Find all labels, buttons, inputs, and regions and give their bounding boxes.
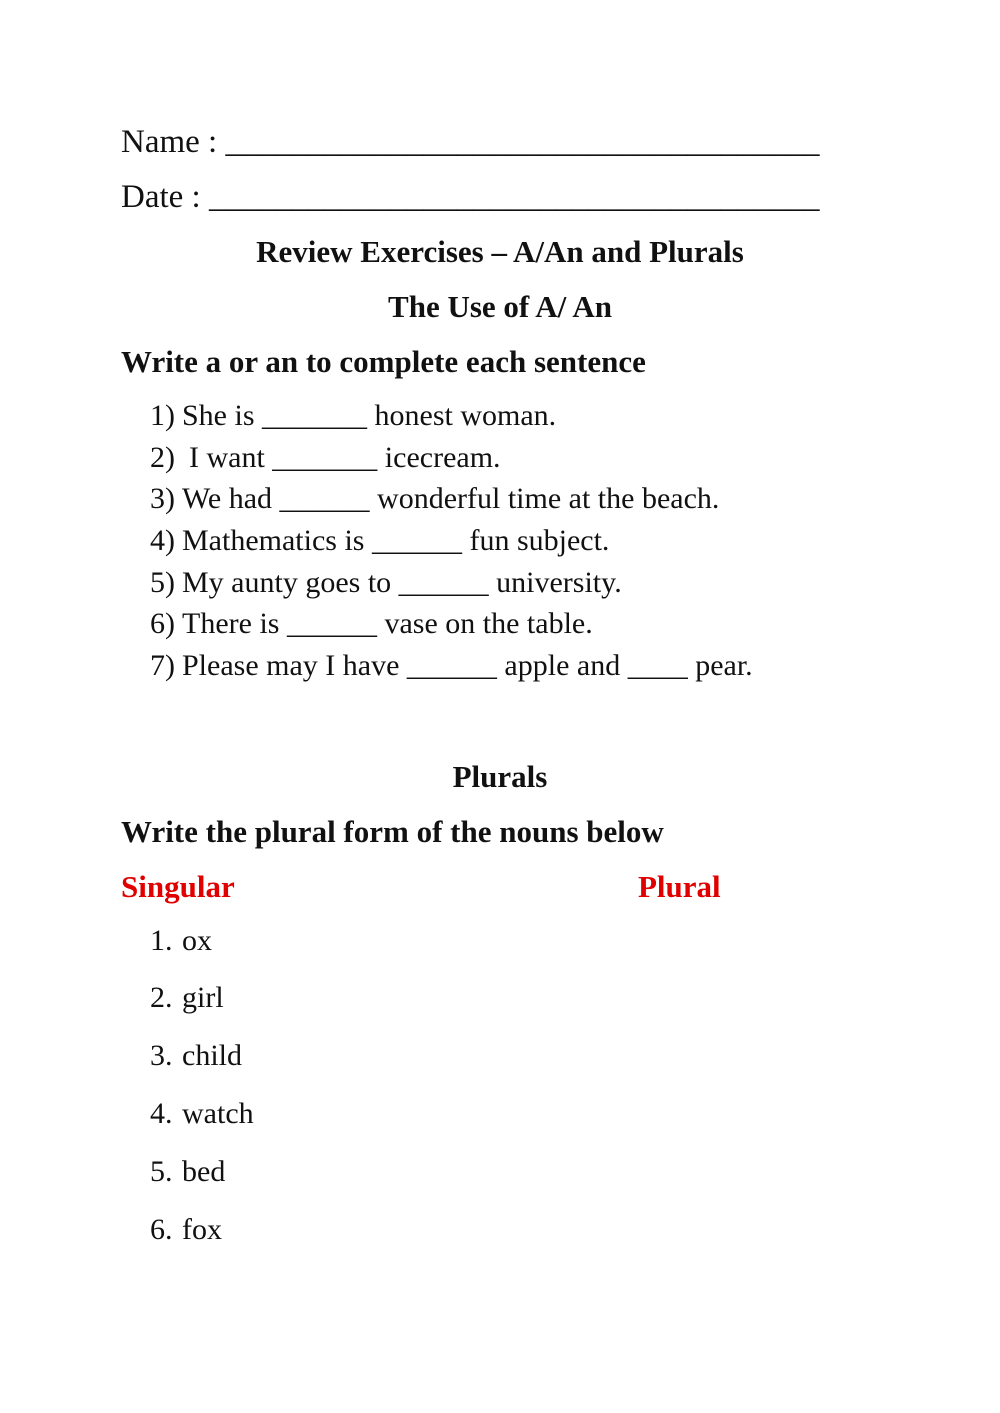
section-b-instruction: Write the plural form of the nouns below [121,814,664,849]
noun-number: 5. [150,1155,173,1188]
question-number: 7) [150,649,175,682]
section-a-heading: The Use of A/ An [388,289,612,324]
noun-number: 3. [150,1039,173,1072]
noun-word: girl [182,981,224,1014]
question-text: She is _______ honest woman. [182,399,557,432]
singular-column-header: Singular [121,869,235,904]
noun-word: ox [182,924,212,957]
date-field[interactable]: Date : _____________________________________ [121,179,820,215]
noun-number: 1. [150,924,173,957]
question-number: 5) [150,566,175,599]
question-text: My aunty goes to ______ university. [182,566,622,599]
section-a-instruction: Write a or an to complete each sentence [121,344,646,379]
noun-word: watch [182,1097,254,1130]
noun-word: fox [182,1213,222,1246]
question-number: 1) [150,399,175,432]
question-number: 3) [150,482,175,515]
question-number: 2) [150,441,175,474]
question-text: We had ______ wonderful time at the beach. [182,482,720,515]
question-number: 4) [150,524,175,557]
noun-number: 6. [150,1213,173,1246]
question-number: 6) [150,607,175,640]
question-text: Mathematics is ______ fun subject. [182,524,610,557]
noun-number: 4. [150,1097,173,1130]
plural-column-header: Plural [638,869,721,904]
page-title: Review Exercises – A/An and Plurals [256,234,744,269]
question-text: I want _______ icecream. [189,441,501,474]
noun-word: child [182,1039,242,1072]
section-b-heading: Plurals [452,759,548,794]
noun-word: bed [182,1155,226,1188]
name-field[interactable]: Name : ____________________________________ [121,124,820,160]
noun-number: 2. [150,981,173,1014]
question-text: There is ______ vase on the table. [182,607,593,640]
question-text: Please may I have ______ apple and ____ pear. [182,649,753,682]
